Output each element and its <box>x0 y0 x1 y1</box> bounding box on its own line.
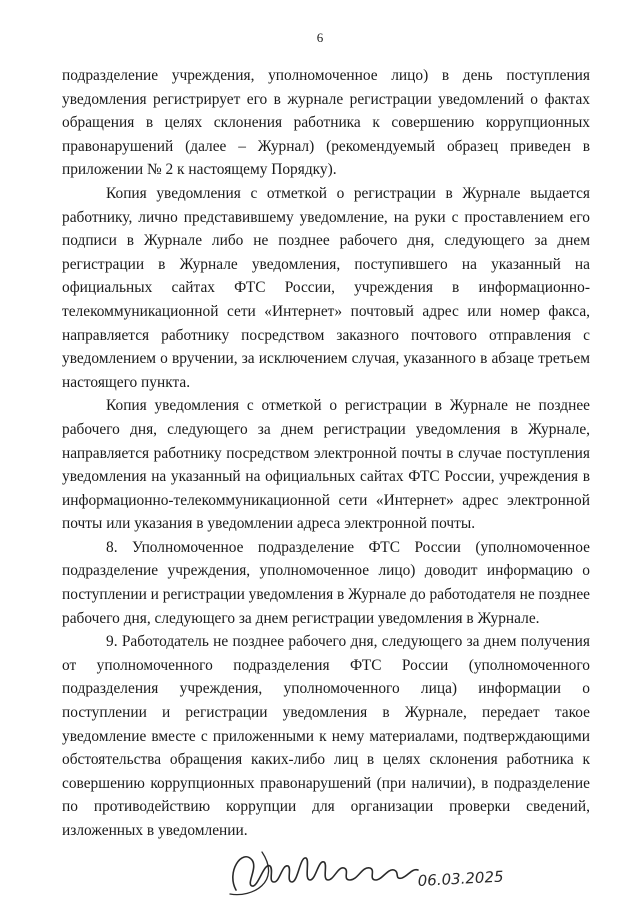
paragraph: Копия уведомления с отметкой о регистрации в Журнале выдается работнику, лично представившему уведомление, на руки с проставлением его подписи в Журнале либо не позднее рабочего дня, следующего за днем регистрации в Журнале уведомления, поступившего на указанный на официальных сайтах ФТС России, учреждения в информационно-телекоммуникационной сети «Интернет» почтовый адрес или номер факса, направляется работнику посредством заказного почтового отправления с уведомлением о вручении, за исключением случая, указанного в абзаце третьем настоящего пункта. <box>62 184 590 391</box>
paragraph: Копия уведомления с отметкой о регистрации в Журнале не позднее рабочего дня, следующего за днем регистрации уведомления в Журнале, направляется работнику посредством электронной почты в случае поступления уведомления на указанный на официальных сайтах ФТС России, учреждения в информационно-телекоммуникационной сети «Интернет» адрес электронной почты или указания в уведомлении адреса электронной почты. <box>62 397 590 533</box>
paragraph: подразделение учреждения, уполномоченное лицо) в день поступления уведомления регистрирует его в журнале регистрации уведомлений о фактах обращения в целях склонения работника к совершению коррупционных правонарушений (далее – Журнал) (рекомендуемый образец приведен в приложении № 2 к настоящему Порядку). <box>62 67 590 179</box>
paragraph: 8. Уполномоченное подразделение ФТС России (уполномоченное подразделение учреждения, уполномоченное лицо) доводит информацию о поступлении и регистрации уведомления в Журнале до работодателя не позднее рабочего дня, следующего за днем регистрации уведомления в Журнале. <box>62 538 590 627</box>
document-body <box>62 64 590 843</box>
signature-date: 06.03.2025 <box>417 867 504 890</box>
page-number: 6 <box>316 30 324 45</box>
signature-scribble <box>222 842 522 902</box>
handwritten-signature <box>222 842 522 902</box>
paragraph: 9. Работодатель не позднее рабочего дня, следующего за днем получения от уполномоченного подразделения ФТС России (уполномоченного подразделения учреждения, уполномоченного лица) информации о поступлении и регистрации уведомления в Журнале, передает такое уведомление вместе с приложенными к нему материалами, подтверждающими обстоятельства обращения каких-либо лиц в целях склонения работника к совершению коррупционных правонарушений (при наличии), в подразделение по противодействию коррупции для организации проверки сведений, изложенных в уведомлении. <box>62 633 590 839</box>
